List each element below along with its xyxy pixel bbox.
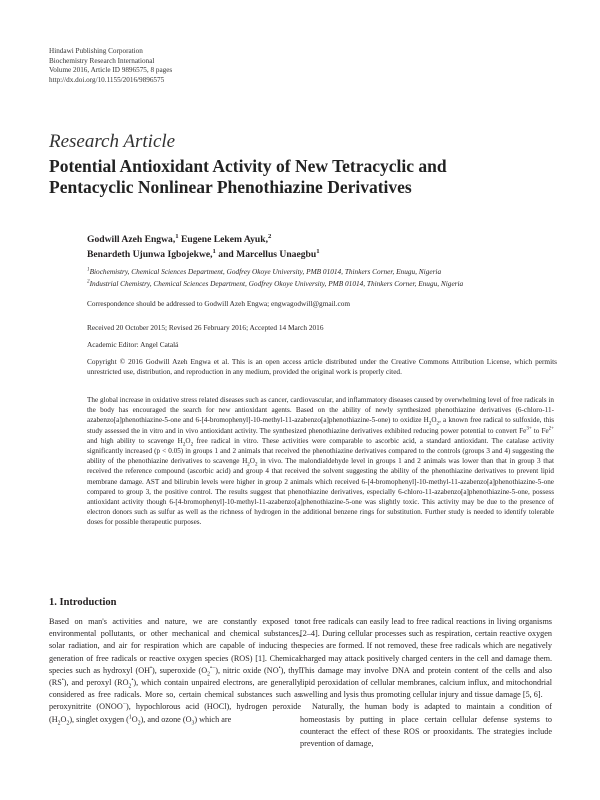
superscript: 2+ [548,426,554,432]
affiliation-mark: 1 [212,247,216,255]
abstract-text: The global increase in oxidative stress related diseases such as cancer, cardiovascular, and inflammatory diseases caused by overwhelming level of free radicals in the body has encouraged the search for new antioxidant agents. Based on the ability of newly synthesized phenothiazine derivatives (6-chloro-11-azabenzo[a]phenothiazine-5-one and 6-[4-bromophenyl]-10-methyl-11-azabenzo[a]phenothiazine-5-one) to oxidize H [87,396,554,425]
paragraph: not free radicals can easily lead to free radical reactions in living organisms [2–4]. During cellular processes such as respiration, certain reactive oxygen species are formed. If not removed, these free radicals which are negatively charged may attack positively charged centers in the cell and damage them. This damage may involve DNA and protein content of the cells and also lipid peroxidation of cellular membranes, calcium influx, and mitochondrial swelling and lysis thus promoting cellular injury and tissue damage [5, 6]. [300,617,552,700]
superscript: 1 [128,713,132,720]
superscript: • [131,677,134,684]
right-column [300,616,552,750]
superscript: − [122,701,126,708]
subscript: 2 [207,671,210,678]
affiliation-number: 1 [87,266,90,273]
journal-name: Biochemistry Research International [49,56,155,65]
copyright-notice: Copyright © 2016 Godwill Azeh Engwa et al. This is an open access article distributed under the Creative Commons Attribution License, which permits unrestricted use, distribution, and reproduction in any medium, provided the original work is properly cited. [87,357,557,376]
subscript: 2 [254,462,258,468]
body-text: Based on man's activities and nature, we are constantly exposed to environmental pollutants, or other mechanical and chemical substances, solar radiation, and air for respiration which are capable of inducing the generation of free radicals or reactive oxygen species (ROS) [1]. Chemical species such as hydroxyl (OH [49,617,301,675]
body-text: ), superoxide (O [152,665,208,675]
subscript: 2 [182,442,186,448]
abstract-text: to Fe [531,426,549,435]
abstract-text: O [431,416,437,425]
article-title [49,156,559,198]
academic-editor: Academic Editor: Angel Catalá [87,340,179,349]
correspondence: Correspondence should be addressed to Godwill Azeh Engwa; engwagodwill@gmail.com [87,299,351,308]
abstract [87,395,554,528]
affiliation-mark: 1 [316,247,320,255]
body-text: ), singlet oxygen ( [69,714,129,724]
title-line-1: Potential Antioxidant Activity of New Tetracyclic and [49,156,447,176]
body-text: O [131,714,138,724]
abstract-text: and high ability to scavenge H [87,436,183,445]
subscript: 2 [428,421,432,427]
author-name: and Marcellus Unaegbu [215,249,317,260]
body-text: ), nitric oxide (NO [215,665,279,675]
subscript: 2 [436,421,440,427]
affiliation-text: Biochemistry, Chemical Sciences Department, Godfrey Okoye University, PMB 01014, Thinkers Corner, Enugu, Nigeria [89,267,442,276]
subscript: 2 [128,683,132,690]
doi-link[interactable]: http://dx.doi.org/10.1155/2016/9896575 [49,75,165,84]
affiliation-number: 2 [87,278,90,285]
abstract-text: , a known free radical to sulfoxide, this study assessed the in vitro and in vivo antioxidant activity. The synthesized phenothiazine derivatives exhibited reducing power potential to convert Fe [87,416,554,435]
subscript: 2 [247,462,250,468]
title-line-2: Pentacyclic Nonlinear Phenothiazine Derivatives [49,177,412,197]
paragraph: Naturally, the human body is adapted to maintain a condition of homeostasis by putting in place certain cellular defense systems to counteract the effect of these ROS or prooxidants. The strategies include prevention of damage, [300,702,552,749]
superscript: • [150,665,153,672]
affiliation-1 [87,267,557,277]
paragraph [49,616,301,726]
body-text: ), hypochlorous acid (HOCl), hydrogen peroxide (H [49,702,301,724]
journal-header [49,47,172,85]
author-name: Benardeth Ujunwa Igbojekwe, [87,249,213,260]
subscript: 2 [190,442,194,448]
left-column [49,616,301,726]
body-text: ), which contain unpaired electrons, are generally considered as free radicals. More so, certain chemical substances such as peroxynitrite (ONOO [49,678,301,712]
abstract-text: O [249,457,255,466]
authors-line-1 [87,232,557,247]
superscript: •− [209,665,216,672]
superscript: • [61,677,64,684]
body-text: O [60,714,67,724]
subscript: 2 [137,720,141,727]
affiliations [87,267,557,289]
author-name: Godwill Azeh Engwa, [87,234,176,245]
authors-line-2 [87,247,557,262]
abstract-text: O [185,436,191,445]
author-list [87,232,557,262]
abstract-text: free radical in vitro. These activities were comparable to ascorbic acid, a standard antioxidant. The catalase activity significantly increased (p < 0.05) in groups 1 and 2 animals that received the phenothiazine derivatives compared to the controls (groups 3 and 4) suggesting the ability of the phenothiazine derivatives to scavenge H [87,436,554,466]
body-text: ), thyl (RS [49,665,301,688]
article-dates: Received 20 October 2015; Revised 26 February 2016; Accepted 14 March 2016 [87,323,324,332]
author-name: Eugene Lekem Ayuk, [178,234,268,245]
article-type: Research Article [49,131,176,152]
publisher: Hindawi Publishing Corporation [49,47,143,55]
affiliation-mark: 2 [267,232,272,240]
body-text: ), and ozone (O [140,714,192,724]
body-text: ) which are [194,714,232,724]
section-heading: 1. Introduction [49,597,117,608]
subscript: 3 [191,720,195,727]
affiliation-2 [87,279,557,289]
subscript: 2 [66,720,70,727]
affiliation-text: Industrial Chemistry, Chemical Sciences Department, Godfrey Okoye University, PMB 01014, Thinkers Corner, Enugu, Nigeria [89,279,464,288]
subscript: 2 [57,720,61,727]
superscript: 3+ [526,426,532,432]
affiliation-mark: 1 [175,232,179,240]
volume-info: Volume 2016, Article ID 9896575, 8 pages [49,66,173,75]
abstract-text: in vivo. The malondialdehyde level in groups 1 and 2 animals was lower than that in group 3 that received the reference compound (ascorbic acid) and group 4 that received the solvent suggesting the ability of the phenothiazine derivatives to prevent lipid membrane damage. AST and bilirubin levels were higher in group 2 animals which received 6-[4-bromophenyl]-10-methyl-11-azabenzo[a]phenothiazine-5-one compared to group 3, the positive control. The results suggest that phenothiazine derivatives, especially 6-chloro-11-azabenzo[a]phenothiazine-5-one, possess antioxidant activity though 6-[4-bromophenyl]-10-methyl-11-azabenzo[a]phenothiazine-5-one was slightly toxic. This activity may be due to the presence of electron donors such as sulfur as well as the richness of hydrogen in the additional benzene rings for substitution. Further study is needed to identify tolerable doses for possible therapeutic purposes. [87,457,554,527]
superscript: • [278,665,281,672]
body-text: ), and peroxyl (RO [63,678,129,688]
